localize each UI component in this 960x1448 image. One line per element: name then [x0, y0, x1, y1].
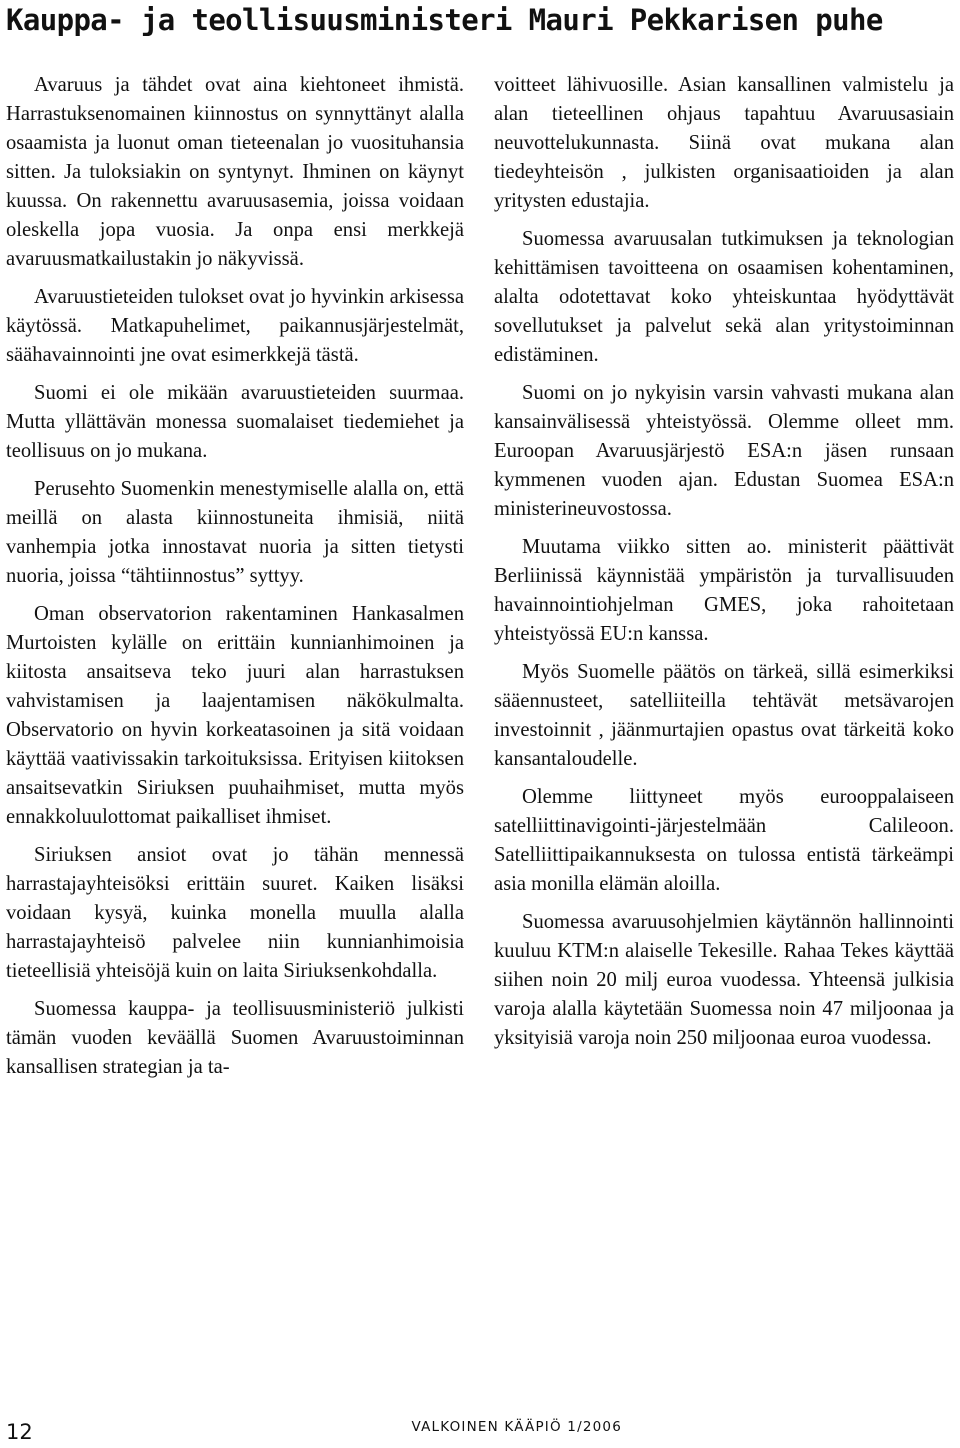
- article-title: Kauppa- ja teollisuusministeri Mauri Pekkarisen puhe: [6, 3, 883, 37]
- page-number: 12: [6, 1420, 33, 1444]
- paragraph: Muutama viikko sitten ao. ministerit päättivät Berliinissä käynnistää ympäristön ja turvallisuuden havainnointiohjelman GMES, joka rahoitetaan yhteistyössä EU:n kanssa.: [494, 536, 954, 645]
- paragraph: Avaruus ja tähdet ovat aina kiehtoneet ihmistä. Harrastuksenomainen kiinnostus on synnyttänyt alalla osaamista ja luonut oman tieteenalan jo vuosituhansia sitten. Ja tuloksiakin on syntynyt. Ihminen on käynyt kuussa. On rakennettu avaruusasemia, joissa voidaan oleskella jopa vuosia. Ja onpa ensi merkkejä avaruusmatkailustakin jo näkyvissä.: [6, 74, 464, 270]
- paragraph: Oman observatorion rakentaminen Hankasalmen Murtoisten kylälle on erittäin kunnianhimoinen ja kiitosta ansaitseva teko juuri alan harrastuksen vahvistamisen ja laajentamisen näkökulmalta. Observatorio on hyvin korkeatasoinen ja sitä voidaan käyttää vaativissakin tarkoituksissa. Erityisen kiitoksen ansaitsevatkin Siriuksen puuhaihmiset, mutta myös ennakkoluulottomat paikalliset ihmiset.: [6, 603, 464, 828]
- paragraph: Suomi ei ole mikään avaruustieteiden suurmaa. Mutta yllättävän monessa suomalaiset tiedemiehet ja teollisuus on jo mukana.: [6, 382, 464, 462]
- right-text-column: [494, 71, 954, 1062]
- paragraph: Olemme liittyneet myös eurooppalaiseen satelliittinavigointi-järjestelmään Calileoon. Satelliittipaikannuksesta on tulossa entistä tärkeämpi asia monilla elämän aloilla.: [494, 786, 954, 895]
- paragraph: Suomi on jo nykyisin varsin vahvasti mukana alan kansainvälisessä yhteistyössä. Olemme olleet mm. Euroopan Avaruusjärjestö ESA:n jäsen runsaan kymmenen vuoden ajan. Edustan Suomea ESA:n ministerineuvostossa.: [494, 382, 954, 520]
- publication-name: VALKOINEN KÄÄPIÖ 1/2006: [411, 1419, 622, 1435]
- paragraph: Avaruustieteiden tulokset ovat jo hyvinkin arkisessa käytössä. Matkapuhelimet, paikannusjärjestelmät, säähavainnointi jne ovat esimerkkejä tästä.: [6, 286, 464, 366]
- paragraph: Suomessa kauppa- ja teollisuusministeriö julkisti tämän vuoden keväällä Suomen Avaruustoiminnan kansallisen strategian ja ta-: [6, 998, 464, 1078]
- paragraph: Suomessa avaruusalan tutkimuksen ja teknologian kehittämisen tavoitteena on osaamisen kohentaminen, alalta odotettavat koko yhteiskuntaa hyödyttävät sovellutukset ja palvelut sekä alan yritystoiminnan edistäminen.: [494, 228, 954, 366]
- paragraph: Suomessa avaruusohjelmien käytännön hallinnointi kuuluu KTM:n alaiselle Tekesille. Rahaa Tekes käyttää siihen noin 20 milj euroa vuodessa. Yhteensä julkisia varoja alalla käytetään Suomessa noin 47 miljoonaa ja yksityisiä varoja noin 250 miljoonaa euroa vuodessa.: [494, 911, 954, 1049]
- paragraph-continuation: voitteet lähivuosille. Asian kansallinen valmistelu ja alan tieteellinen ohjaus tapahtuu Avaruusasiain neuvottelukunnasta. Siinä ovat mukana alan tiedeyhteisön , julkisten organisaatioiden ja alan yritysten edustajia.: [494, 74, 954, 212]
- paragraph: Myös Suomelle päätös on tärkeä, sillä esimerkiksi sääennusteet, satelliiteilla tehtävät metsävarojen investoinnit , jäänmurtajien opastus ovat tärkeitä koko kansantaloudelle.: [494, 661, 954, 770]
- paragraph: Perusehto Suomenkin menestymiselle alalla on, että meillä on alasta kiinnostuneita ihmisiä, niitä vanhempia jotka innostavat nuoria ja sitten tietysti nuoria, joissa “tähtiinnostus” syttyy.: [6, 478, 464, 587]
- left-text-column: [6, 71, 464, 1091]
- paragraph: Siriuksen ansiot ovat jo tähän mennessä harrastajayhteisöksi erittäin suuret. Kaiken lisäksi voidaan kysyä, kuinka monella muulla alalla harrastajayhteisö palvelee niin kunnianhimoisia tieteellisiä yhteisöjä kuin on laita Siriuksenkohdalla.: [6, 844, 464, 982]
